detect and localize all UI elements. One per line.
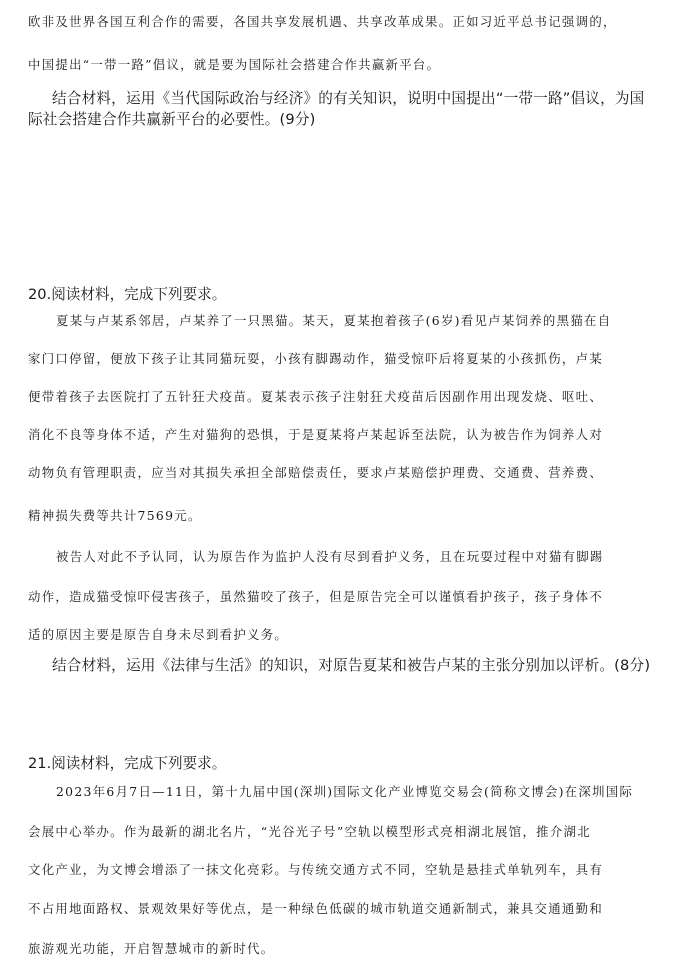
q20-para1-line-3: 便带着孩子去医院打了五针狂犬疫苗。夏某表示孩子注射狂犬疫苗后因副作用出现发烧、呕吐、 [28,389,604,404]
q21-para1-line-3: 文化产业，为文博会增添了一抹文化亮彩。与传统交通方式不同，空轨是悬挂式单轨列车，具有 [28,862,604,877]
q21-para1-line-5: 旅游观光功能，开启智慧城市的新时代。 [28,941,275,956]
q21-para1-line-2: 会展中心举办。作为最新的湖北名片，“光谷光子号”空轨以模型形式亮相湖北展馆，推介湖北 [28,824,591,839]
q20-para1-line-2: 家门口停留，便放下孩子让其同猫玩耍，小孩有脚踢动作，猫受惊吓后将夏某的小孩抓伤，卢某 [28,351,604,366]
q21-para1-line-1: 2023年6月7日—11日，第十九届中国(深圳)国际文化产业博览交易会(简称文博会)在深圳国际 [56,784,634,799]
q21-heading: 21.阅读材料，完成下列要求。 [28,755,227,772]
q20-para1-line-4: 消化不良等身体不适，产生对猫狗的恐惧，于是夏某将卢某起诉至法院，认为被告作为饲养人对 [28,427,604,442]
q20-heading: 20.阅读材料，完成下列要求。 [28,286,227,303]
q20-para1-line-5: 动物负有管理职责，应当对其损失承担全部赔偿责任，要求卢某赔偿护理费、交通费、营养费、 [28,465,604,480]
q20-para1-line-1: 夏某与卢某系邻居，卢某养了一只黑猫。某天，夏某抱着孩子(6岁)看见卢某饲养的黑猫在自 [56,313,612,328]
q20-task: 结合材料，运用《法律与生活》的知识，对原告夏某和被告卢某的主张分别加以评析。(8分) [52,657,651,674]
q20-para1-line-6: 精神损失费等共计7569元。 [28,508,202,523]
intro-task-line-2: 际社会搭建合作共赢新平台的必要性。(9分) [28,111,316,128]
q20-para2-line-3: 适的原因主要是原告自身未尽到看护义务。 [28,627,289,642]
intro-task-line-1: 结合材料，运用《当代国际政治与经济》的有关知识，说明中国提出“一带一路”倡议，为国 [52,90,645,107]
intro-line-1: 欧非及世界各国互利合作的需要，各国共享发展机遇、共享改革成果。正如习近平总书记强调的， [28,14,617,29]
intro-line-2: 中国提出“一带一路”倡议，就是要为国际社会搭建合作共赢新平台。 [28,57,441,72]
q20-para2-line-1: 被告人对此不予认同，认为原告作为监护人没有尽到看护义务，且在玩耍过程中对猫有脚踢 [56,549,604,564]
q20-para2-line-2: 动作，造成猫受惊吓侵害孩子，虽然猫咬了孩子，但是原告完全可以谨慎看护孩子，孩子身体不 [28,589,604,604]
q21-para1-line-4: 不占用地面路权、景观效果好等优点，是一种绿色低碳的城市轨道交通新制式，兼具交通通勤和 [28,901,604,916]
